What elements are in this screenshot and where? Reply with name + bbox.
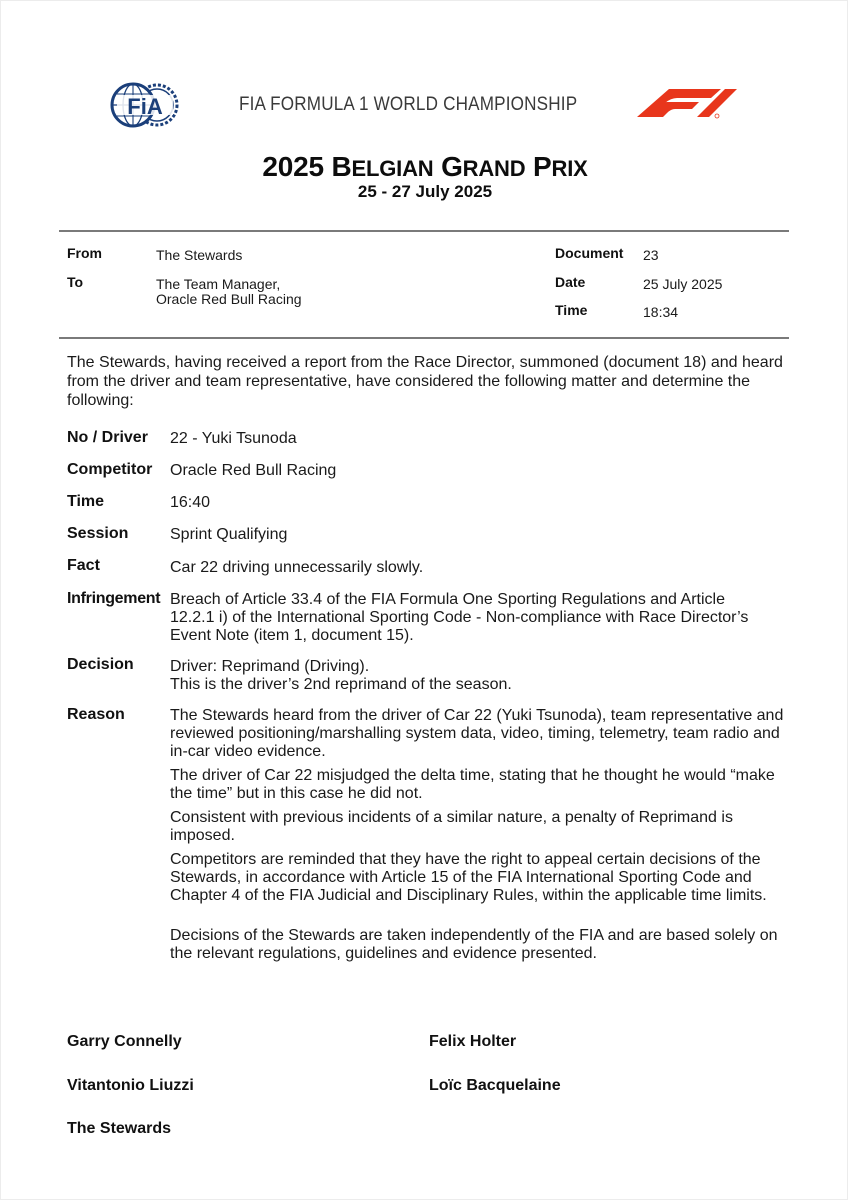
svg-text:FiA: FiA	[127, 94, 163, 119]
time-of-incident-value: 16:40	[170, 494, 211, 511]
document-number: 23	[643, 247, 659, 263]
infringement-label: Infringement	[67, 590, 161, 607]
from-value: The Stewards	[156, 247, 243, 263]
reason-label: Reason	[67, 706, 125, 723]
time-value: 18:34	[643, 304, 679, 320]
championship-title: FIA FORMULA 1 WORLD CHAMPIONSHIP	[239, 94, 578, 115]
event-dates: 25 - 27 July 2025	[357, 182, 493, 201]
reason-paragraph: The driver of Car 22 misjudged the delta time, stating that he thought he would “make the time” but in this case he did not.	[170, 767, 775, 802]
decision-label: Decision	[67, 656, 134, 673]
fia-logo-icon	[109, 81, 181, 129]
session-label: Session	[67, 525, 129, 542]
intro-paragraph: The Stewards, having received a report from the Race Director, summoned (document 18) and heard from the driver and team representative, have considered the following matter and determine the following:	[67, 354, 783, 409]
decision-value	[170, 658, 790, 694]
time-label: Time	[555, 302, 588, 318]
steward-signature: Felix Holter	[429, 1033, 517, 1050]
decision-reprimand-count: This is the driver’s 2nd reprimand of the season.	[170, 676, 512, 693]
time-of-incident-label: Time	[67, 493, 105, 510]
driver-value: 22 - Yuki Tsunoda	[170, 430, 297, 447]
date-value: 25 July 2025	[643, 276, 723, 292]
from-label: From	[67, 245, 102, 261]
fact-label: Fact	[67, 557, 100, 574]
document-label: Document	[555, 245, 624, 261]
reason-paragraph: Competitors are reminded that they have the right to appeal certain decisions of the Stewards, in accordance with Article 15 of the FIA International Sporting Code and Chapter 4 of the FIA Judicial and Disciplinary Rules, within the applicable time limits.	[170, 851, 767, 904]
to-label: To	[67, 274, 84, 290]
competitor-label: Competitor	[67, 461, 153, 478]
fact-value: Car 22 driving unnecessarily slowly.	[170, 559, 424, 576]
competitor-value: Oracle Red Bull Racing	[170, 462, 337, 479]
reason-paragraph: The Stewards heard from the driver of Car 22 (Yuki Tsunoda), team representative and reviewed positioning/marshalling system data, video, timing, telemetry, team radio and in-car video evidence.	[170, 707, 784, 760]
stewards-footer: The Stewards	[67, 1120, 172, 1137]
reason-value	[170, 707, 785, 963]
infringement-value: Breach of Article 33.4 of the FIA Formula One Sporting Regulations and Article 12.2.1 i) of the International Sporting Code - Non-compliance with Race Director’s Event Note (item 1, document 15).	[170, 591, 749, 644]
to-value-line1: The Team Manager,	[156, 276, 281, 292]
date-label: Date	[555, 274, 586, 290]
independence-statement: Decisions of the Stewards are taken independently of the FIA and are based solely on the relevant regulations, guidelines and evidence presented.	[170, 927, 778, 962]
to-value-line2: Oracle Red Bull Racing	[156, 291, 302, 307]
event-title: 2025 BELGIAN GRAND PRIX	[262, 151, 588, 182]
driver-label: No / Driver	[67, 429, 148, 446]
steward-signature: Garry Connelly	[67, 1033, 182, 1050]
steward-signature: Loïc Bacquelaine	[429, 1077, 561, 1094]
session-value: Sprint Qualifying	[170, 526, 288, 543]
reason-paragraph: Consistent with previous incidents of a similar nature, a penalty of Reprimand is imposed.	[170, 809, 733, 844]
f1-logo-icon	[637, 89, 741, 121]
divider-bottom	[59, 337, 789, 339]
steward-signature: Vitantonio Liuzzi	[67, 1077, 194, 1094]
decision-penalty: Driver: Reprimand (Driving).	[170, 658, 370, 675]
divider-top	[59, 230, 789, 232]
